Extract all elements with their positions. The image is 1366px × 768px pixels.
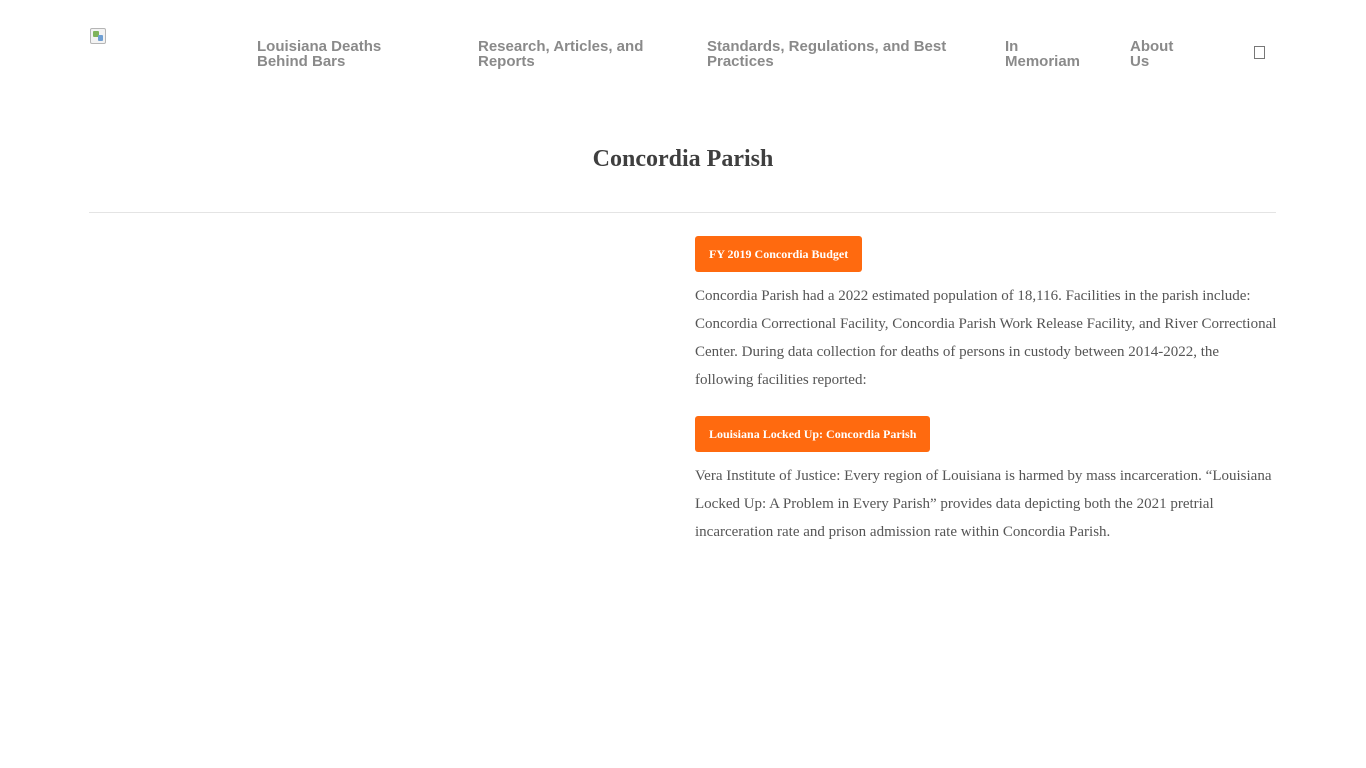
- nav-in-memoriam[interactable]: [1005, 39, 1080, 69]
- nav-label-line1: About: [1130, 38, 1174, 55]
- nav-label-line1: In: [1005, 38, 1019, 55]
- vera-institute-description: Vera Institute of Justice: Every region of Louisiana is harmed by mass incarceration. “Louisiana Locked Up: A Problem in Every Parish” provides data depicting both the 2021 pretrial incarceration rate and prison admission rate within Concordia Parish.: [695, 468, 1272, 540]
- search-icon[interactable]: [1254, 46, 1265, 59]
- nav-label-line1: Research, Articles, and: [478, 38, 644, 55]
- fy2019-budget-button[interactable]: FY 2019 Concordia Budget: [695, 236, 862, 272]
- nav-label-line2: Us: [1130, 53, 1150, 70]
- nav-label-line2: Behind Bars: [257, 53, 346, 70]
- nav-louisiana-deaths-behind-bars[interactable]: [257, 39, 381, 69]
- nav-research-articles-reports[interactable]: [478, 39, 643, 69]
- nav-standards-regulations-best-practices[interactable]: [707, 39, 946, 69]
- site-logo-image[interactable]: [90, 28, 106, 44]
- nav-label-line2: Reports: [478, 53, 535, 70]
- nav-label-line1: Standards, Regulations, and Best: [707, 38, 947, 55]
- nav-label-line2: Memoriam: [1005, 53, 1081, 70]
- nav-label-line2: Practices: [707, 53, 774, 70]
- parish-description: Concordia Parish had a 2022 estimated population of 18,116. Facilities in the parish include: Concordia Correctional Facility, Concordia Parish Work Release Facility, and River Correctional Center. During data collection for deaths of persons in custody between 2014-2022, the following facilities reported:: [695, 288, 1277, 388]
- title-divider: [89, 212, 1276, 213]
- nav-about-us[interactable]: [1130, 39, 1173, 69]
- louisiana-locked-up-button[interactable]: Louisiana Locked Up: Concordia Parish: [695, 416, 930, 452]
- page-title: Concordia Parish: [592, 146, 774, 172]
- nav-label-line1: Louisiana Deaths: [257, 38, 382, 55]
